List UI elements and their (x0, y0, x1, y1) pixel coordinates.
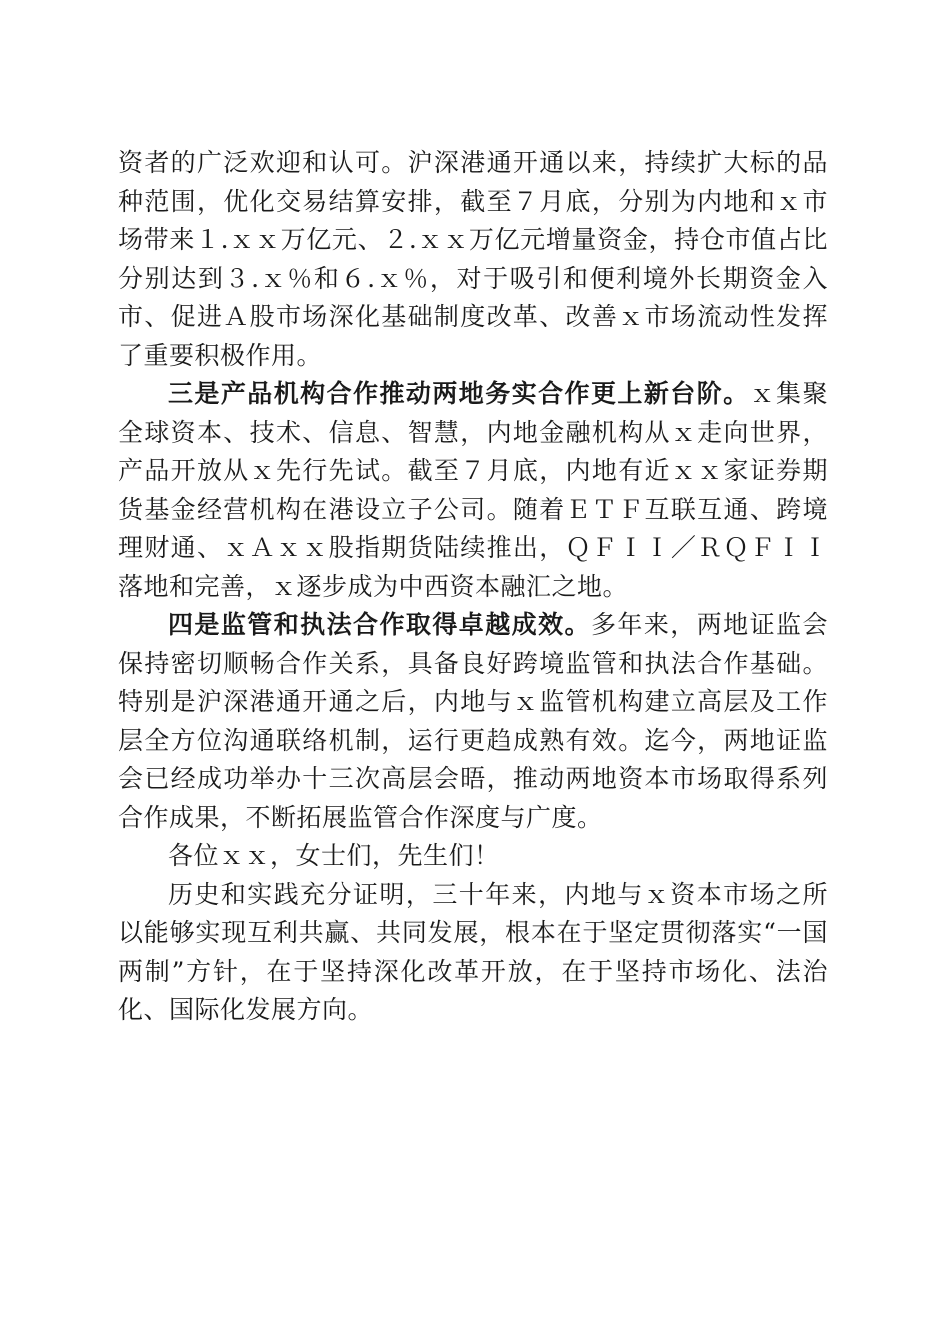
paragraph-continuation (118, 144, 828, 375)
paragraph-lead-heading: 四是监管和执法合作取得卓越成效。 (168, 610, 591, 639)
paragraph-lead-heading: 三是产品机构合作推动两地务实合作更上新台阶。 (168, 379, 750, 408)
document-body (118, 144, 828, 1030)
paragraph-regulatory-cooperation (118, 606, 828, 837)
paragraph-text: ｘ集聚全球资本、技术、信息、智慧，内地金融机构从ｘ走向世界，产品开放从ｘ先行先试。截至７月底，内地有近ｘｘ家证券期货基金经营机构在港设立子公司。随着ＥＴＦ互联互通、跨境理财通、ｘＡｘｘ股指期货陆续推出，ＱＦＩＩ／ＲＱＦＩＩ落地和完善，ｘ逐步成为中西资本融汇之地。 (118, 379, 828, 601)
paragraph-text: 多年来，两地证监会保持密切顺畅合作关系，具备良好跨境监管和执法合作基础。特别是沪深港通开通之后，内地与ｘ监管机构建立高层及工作层全方位沟通联络机制，运行更趋成熟有效。迄今，两地证监会已经成功举办十三次高层会晤，推动两地资本市场取得系列合作成果，不断拓展监管合作深度与广度。 (118, 610, 828, 832)
paragraph-text: 历史和实践充分证明，三十年来，内地与ｘ资本市场之所以能够实现互利共赢、共同发展，根本在于坚定贯彻落实“一国两制”方针，在于坚持深化改革开放，在于坚持市场化、法治化、国际化发展方向。 (118, 879, 828, 1024)
paragraph-salutation (118, 837, 828, 876)
paragraph-conclusion (118, 876, 828, 1030)
paragraph-text: 资者的广泛欢迎和认可。沪深港通开通以来，持续扩大标的品种范围，优化交易结算安排，截至７月底，分别为内地和ｘ市场带来１.ｘｘ万亿元、２.ｘｘ万亿元增量资金，持仓市值占比分别达到３.ｘ％和６.ｘ％，对于吸引和便利境外长期资金入市、促进Ａ股市场深化基础制度改革、改善ｘ市场流动性发挥了重要积极作用。 (118, 148, 828, 370)
paragraph-product-cooperation (118, 375, 828, 606)
paragraph-text: 各位ｘｘ，女士们，先生们！ (168, 841, 500, 870)
